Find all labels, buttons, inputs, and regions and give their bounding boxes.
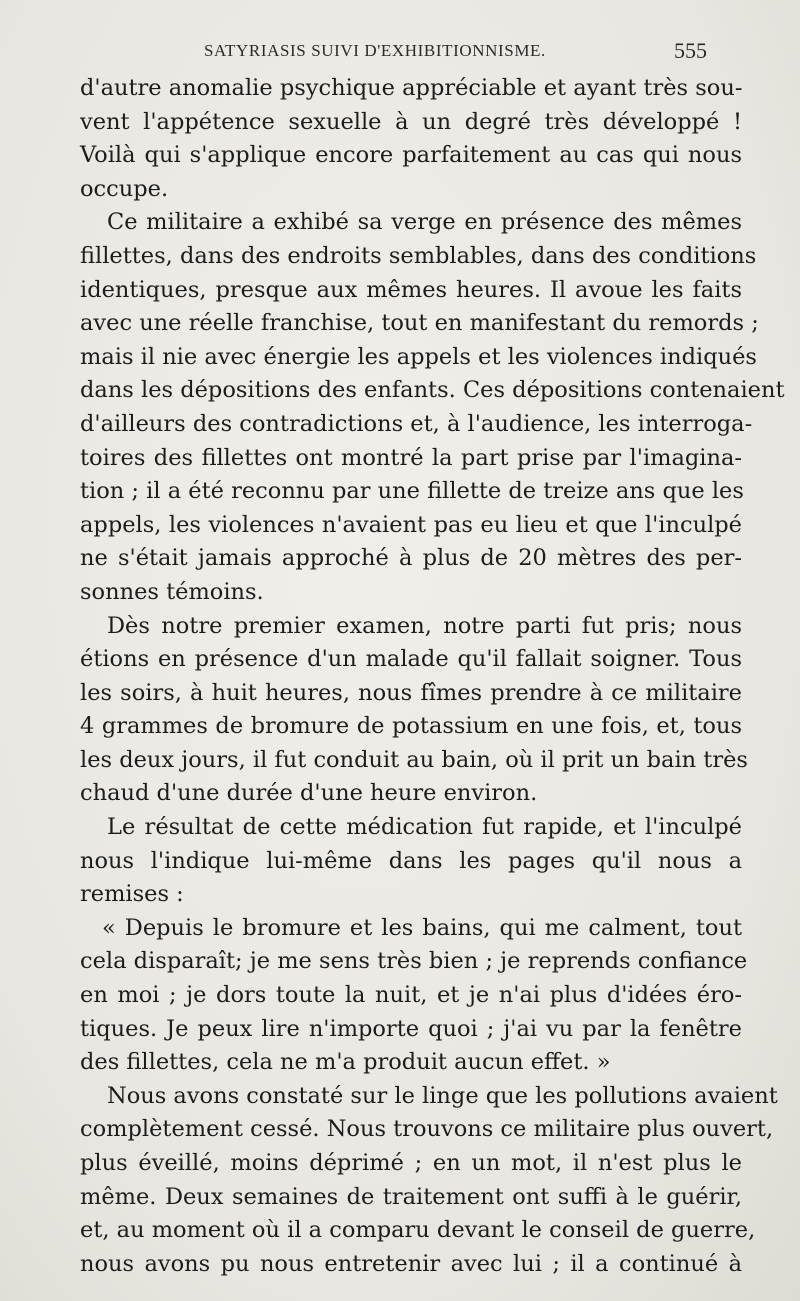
running-head: SATYRIASIS SUIVI D'EXHIBITIONNISME. <box>204 41 546 60</box>
text-line: remises : <box>80 881 184 908</box>
text-line: fillettes, dans des endroits semblables, dans des conditions <box>80 242 757 269</box>
text-line: nous l'indique lui-même dans les pages qu'il nous a <box>80 847 742 874</box>
paragraph-first-line: Dès notre premier examen, notre parti fut pris; nous <box>107 612 742 639</box>
text-line: étions en présence d'un malade qu'il fallait soigner. Tous <box>80 646 742 673</box>
quote-first-line: « Depuis le bromure et les bains, qui me calment, tout <box>102 914 742 941</box>
text-line: plus éveillé, moins déprimé ; en un mot, il n'est plus le <box>80 1150 742 1176</box>
text-line: sonnes témoins. <box>80 578 264 605</box>
text-line: tion ; il a été reconnu par une fillette de treize ans que les <box>80 478 744 505</box>
text-line: occupe. <box>80 175 169 202</box>
text-line: nous avons pu nous entretenir avec lui ; il a continué à <box>80 1250 742 1277</box>
quote-line: en moi ; je dors toute la nuit, et je n'ai plus d'idées éro- <box>80 982 742 1009</box>
text-line: les deux jours, il fut conduit au bain, où il prit un bain très <box>80 746 748 773</box>
quote-line: des fillettes, cela ne m'a produit aucun effet. » <box>80 1049 611 1076</box>
text-line: Voilà qui s'applique encore parfaitement au cas qui nous <box>80 142 742 169</box>
text-line: vent l'appétence sexuelle à un degré très développé ! <box>80 108 742 135</box>
text-line: ne s'était jamais approché à plus de 20 mètres des per- <box>80 545 742 572</box>
text-line: d'ailleurs des contradictions et, à l'audience, les interroga- <box>80 410 753 437</box>
body-text <box>80 72 785 1281</box>
text-line: identiques, presque aux mêmes heures. Il avoue les faits <box>80 276 742 303</box>
text-line: mais il nie avec énergie les appels et les violences indiqués <box>80 343 757 370</box>
text-line: chaud d'une durée d'une heure environ. <box>80 780 538 807</box>
text-line: même. Deux semaines de traitement ont suffi à le guérir, <box>80 1183 742 1210</box>
text-line: avec une réelle franchise, tout en manifestant du remords ; <box>80 310 759 337</box>
quote-line: tiques. Je peux lire n'importe quoi ; j'ai vu par la fenêtre <box>80 1015 742 1042</box>
paragraph-first-line: Nous avons constaté sur le linge que les pollutions avaient <box>107 1082 778 1109</box>
text-line: et, au moment où il a comparu devant le conseil de guerre, <box>80 1217 756 1244</box>
page-number: 555 <box>674 38 707 63</box>
text-line: les soirs, à huit heures, nous fîmes prendre à ce militaire <box>80 679 742 706</box>
text-line: appels, les violences n'avaient pas eu lieu et que l'inculpé <box>80 511 742 538</box>
text-line: dans les dépositions des enfants. Ces dépositions contenaient <box>80 377 785 404</box>
paragraph-first-line: Le résultat de cette médication fut rapide, et l'inculpé <box>107 814 742 841</box>
text-line: toires des fillettes ont montré la part prise par l'imagina- <box>80 444 742 471</box>
quote-line: cela disparaît; je me sens très bien ; je reprends confiance <box>80 948 748 975</box>
text-line: d'autre anomalie psychique appréciable et ayant très sou- <box>80 75 743 101</box>
paragraph-first-line: Ce militaire a exhibé sa verge en présence des mêmes <box>107 209 742 236</box>
text-line: 4 grammes de bromure de potassium en une fois, et, tous <box>80 713 742 740</box>
text-line: complètement cessé. Nous trouvons ce militaire plus ouvert, <box>80 1116 774 1143</box>
